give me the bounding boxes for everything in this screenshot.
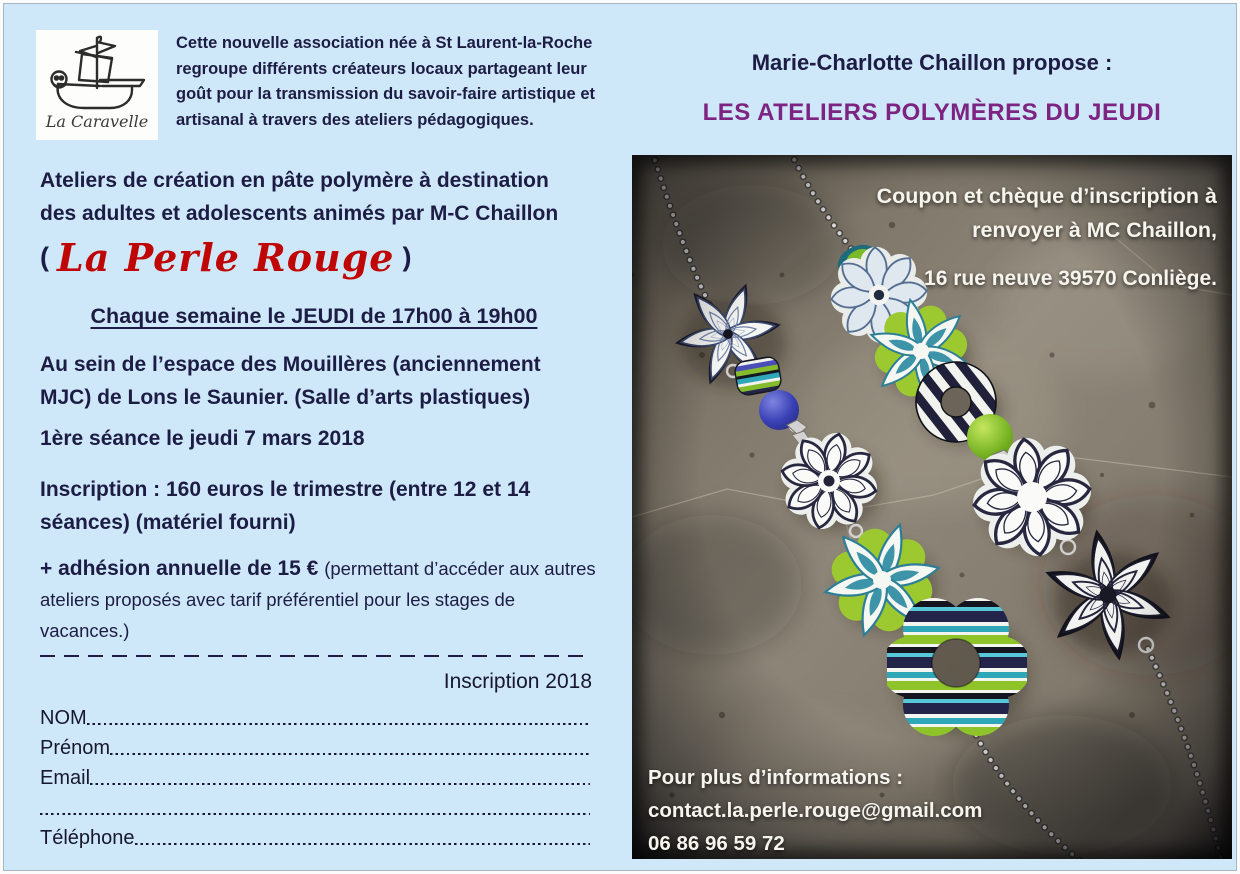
ateliers-title: LES ATELIERS POLYMÈRES DU JEUDI — [702, 99, 1162, 126]
membership-note — [40, 553, 596, 646]
brand-name: La Perle Rouge — [57, 234, 395, 280]
dotted-leader — [87, 723, 590, 725]
mailing-address: 16 rue neuve 39570 Conliège. — [924, 267, 1217, 290]
dotted-leader — [40, 813, 590, 815]
schedule-heading: Chaque semaine le JEUDI de 17h00 à 19h00 — [90, 304, 538, 328]
field-label-email: Email — [40, 767, 91, 789]
form-row-prenom — [40, 732, 590, 759]
contact-email: contact.la.perle.rouge@gmail.com — [648, 799, 983, 822]
photo-vignette — [632, 155, 1232, 859]
membership-detail: (permettant d’accéder aux autres ateliers proposés avec tarif préférentiel pour les stages de vacances.) — [40, 558, 596, 641]
cut-line — [40, 655, 590, 657]
form-title: Inscription 2018 — [443, 670, 592, 693]
brand-paren-close: ) — [402, 241, 412, 272]
field-label-prenom: Prénom — [40, 737, 111, 759]
coupon-line-1: Coupon et chèque d’inscription à — [876, 184, 1217, 208]
form-row-telephone — [40, 822, 590, 849]
pricing: Inscription : 160 euros le trimestre (entre 12 et 14 séances) (matériel fourni) — [40, 478, 531, 534]
coupon-line-2: renvoyer à MC Chaillon, — [972, 218, 1217, 242]
coupon-instructions — [877, 179, 1217, 247]
necklace-photo — [632, 155, 1232, 859]
form-row-nom — [40, 702, 590, 729]
necklace-photo-art — [632, 155, 1232, 859]
contact-block — [648, 761, 982, 860]
dotted-leader — [135, 843, 590, 845]
association-intro: Cette nouvelle association née à St Laurent-la-Roche regroupe différents créateurs locaux partageant leur goût pour la transmission du savoir-faire artistique et artisanal à travers des ateliers pédagogiques. — [176, 34, 595, 129]
first-session: 1ère séance le jeudi 7 mars 2018 — [40, 427, 365, 450]
la-caravelle-logo — [36, 30, 158, 140]
brand-paren-open: ( — [40, 241, 49, 272]
location-paragraph: Au sein de l’espace des Mouillères (anciennement MJC) de Lons le Saunier. (Salle d’arts plastiques) — [40, 353, 541, 409]
workshop-description: Ateliers de création en pâte polymère à destination des adultes et adolescents animés par M-C Chaillon — [40, 169, 559, 225]
dotted-leader — [110, 753, 590, 755]
form-row-email — [40, 762, 590, 789]
brand-line — [40, 230, 411, 284]
form-row-email-continued — [40, 792, 590, 819]
logo-caption: La Caravelle — [45, 112, 149, 131]
membership-fee: + adhésion annuelle de 15 € — [40, 557, 325, 580]
contact-heading: Pour plus d’informations : — [648, 766, 904, 789]
caravelle-ship-icon — [42, 30, 152, 116]
contact-phone: 06 86 96 59 72 — [648, 832, 785, 855]
dotted-leader — [90, 783, 590, 785]
field-label-nom: NOM — [40, 707, 87, 729]
field-label-telephone: Téléphone — [40, 827, 135, 849]
proposer-heading: Marie-Charlotte Chaillon propose : — [751, 50, 1113, 75]
